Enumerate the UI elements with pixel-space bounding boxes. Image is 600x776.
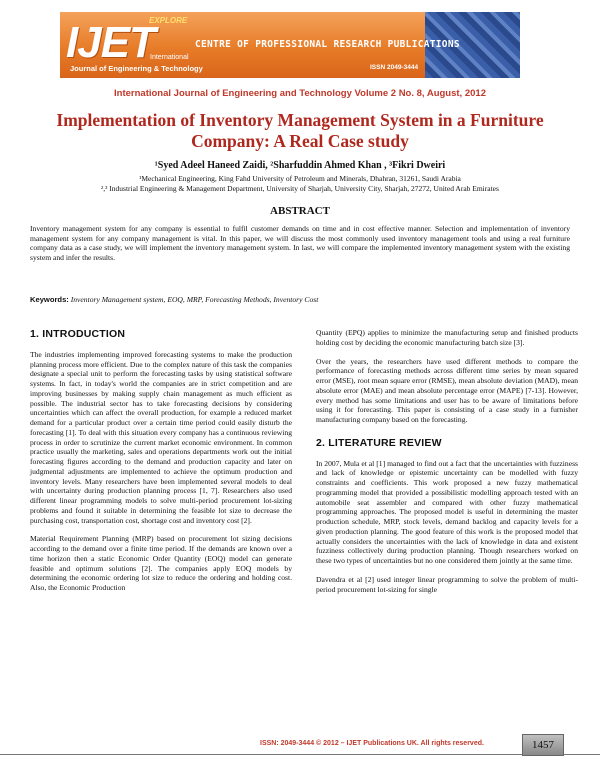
- journal-citation: International Journal of Engineering and Technology Volume 2 No. 8, August, 2012: [114, 88, 486, 99]
- paragraph: Davendra et al [2] used integer linear programming to solve the problem of multi-period procurement lot-sizing for single: [316, 574, 578, 594]
- abstract-text: Inventory management system for any company is essential to fulfil customer demands on time and in cost effective manner. Selection and implementation of inventory management system for any company management is vital. In this paper, we will discuss the most commonly used inventory management tools and using a real furniture company data as a case study, we will implement the inventory management system. In last, we will compare the implemented inventory management system with the existing system and infer the results.: [30, 224, 570, 263]
- paper-title: Implementation of Inventory Management System in a Furniture Company: A Real Case study: [56, 110, 544, 151]
- keywords-list: Inventory Management system, EOQ, MRP, Forecasting Methods, Inventory Cost: [70, 295, 319, 304]
- paragraph: In 2007, Mula et al [1] managed to find out a fact that the uncertainties with fuzziness and lack of knowledge or epistemic uncertainty can be modelled with fuzzy constraints and coefficients. This work proposed a new fuzzy mathematical programming model that provided a possibilistic modelling approach tested with an automobile seat assembler and compared with other fuzzy mathematical programming approaches. The proposed model is useful in determining the master production schedule, MRP, stock levels, demand backlog and capacity levels for a given production planning. The good feature of this work is the proposed model that actually considers the uncertainties with the lack of knowledge in data and existent fuzziness collectively during production planning. Though researchers worked on these two types of uncertainties but no one considered them jointly at the same time.: [316, 458, 578, 565]
- right-column: [316, 328, 578, 603]
- paragraph: Material Requirement Planning (MRP) based on procurement lot sizing decisions according to the demand over a finite time period. If the demands are known over a time horizon then a static Economic Order Quantity (EOQ) model can generate feasible and optimum solutions [2]. The companies apply EOQ models by determining the economic ordering lot size to reduce the ordering and holding cost. Also, the Economic Production: [30, 534, 292, 592]
- page-number: 1457: [522, 734, 564, 756]
- keywords-label: Keywords:: [30, 295, 69, 304]
- keywords: [30, 295, 570, 304]
- left-column: [30, 330, 292, 602]
- banner-explore: EXPLORE: [149, 16, 188, 25]
- banner-issn: ISSN 2049-3444: [370, 64, 419, 71]
- journal-logo: IJET: [66, 18, 155, 67]
- paragraph: The industries implementing improved forecasting systems to make the production planning process more efficient. Due to the complex nature of this task the companies designate a special unit to perform the forecasting tasks by using statistical software systems. In fact, in today's world the companies are in strict competition and are improving businesses by making supply chain management as much efficient as possible. The industrial sector has to take forecasting decisions by considering uncertainties which can affect the overall production, for example a reduced market demand for a particular product over a certain time period could easily disturb the forecasting [1]. To deal with this situation every company has a continuous reviewing process in order to scrutinize the current market economic environment. In common practice usually the marketing, sales and operations departments work out the initial forecasting figures according to the demand and production capacity and later on judgmental adjustments are implemented to achieve the optimum production and inventory levels. Many researchers have been implemented several models to deal with uncertainty during production planning process [1, 7]. Researchers also used different linear programming models to solve multi-period procurement lot-sizing problems and found it suitable in determining the feasible lot size to decrease the purchasing cost, transportation cost, shortage cost and inventory cost [2].: [30, 349, 292, 525]
- banner-international: International: [150, 54, 189, 61]
- paragraph: Quantity (EPQ) applies to minimize the manufacturing setup and finished products holding cost by deciding the economic manufacturing batch size [3].: [316, 328, 578, 347]
- abstract-heading: ABSTRACT: [270, 205, 330, 217]
- footer-copyright: ISSN: 2049-3444 © 2012 – IJET Publications UK. All rights reserved.: [260, 740, 484, 747]
- section-heading-literature-review: 2. LITERATURE REVIEW: [316, 436, 442, 449]
- paragraph: Over the years, the researchers have used different methods to compare the performance of forecasting methods across different time series by mean squared error (MSE), root mean square error (RMSE), mean absolute deviation (MAD), mean absolute error (MAE) and mean absolute percentage error (MAPE) [7-13]. However, every method has some limitations and user has to be aware of limitations before using it for forecasting. This paper is consisting of a case study in a furnisher manufacturing company based on the forecasting.: [316, 356, 578, 424]
- affiliation-1: ¹Mechanical Engineering, King Fahd University of Petroleum and Minerals, Dhahran, 31261, Saudi Arabia: [139, 174, 461, 183]
- banner-journal-name: Journal of Engineering & Technology: [70, 64, 203, 73]
- journal-banner: [60, 12, 520, 78]
- footer-divider: [0, 754, 600, 755]
- affiliation-2: ²,³ Industrial Engineering & Management Department, University of Sharjah, University City, Sharjah, 27272, United Arab Emirates: [101, 184, 499, 193]
- banner-centre: CENTRE OF PROFESSIONAL RESEARCH PUBLICATIONS: [195, 39, 460, 50]
- section-heading-introduction: 1. INTRODUCTION: [30, 328, 126, 340]
- author-list: ¹Syed Adeel Haneed Zaidi, ²Sharfuddin Ahmed Khan , ³Fikri Dweiri: [154, 160, 446, 171]
